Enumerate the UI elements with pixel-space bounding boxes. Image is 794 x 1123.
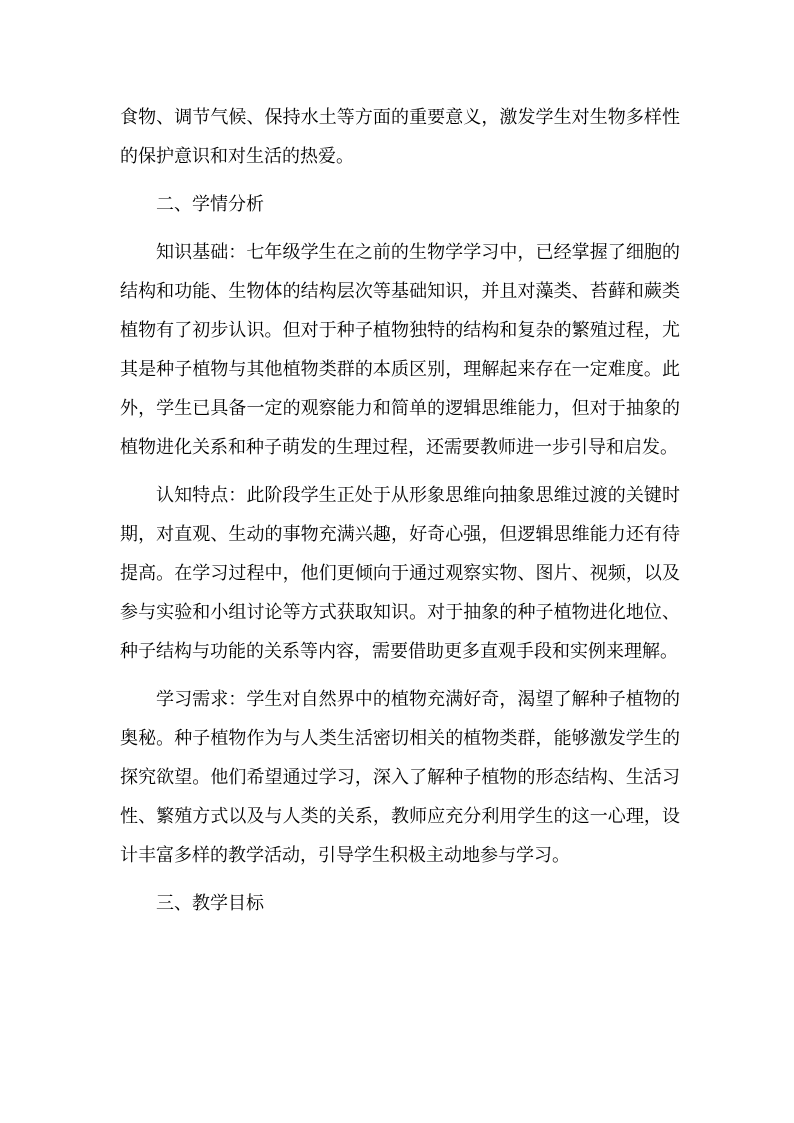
paragraph-continuation: 食物、调节气候、保持水土等方面的重要意义，激发学生对生物多样性的保护意识和对生活的热爱。 <box>120 107 680 167</box>
paragraph-gap <box>120 467 680 476</box>
document-page <box>120 98 680 923</box>
paragraph-learning-needs: 学习需求：学生对自然界中的植物充满好奇，渴望了解种子植物的奥秘。种子植物作为与人类生活密切相关的植物类群，能够激发学生的探究欲望。他们希望通过学习，深入了解种子植物的形态结构、生活习性、繁殖方式以及与人类的关系，教师应充分利用学生的这一心理，设计丰富多样的教学活动，引导学生积极主动地参与学习。 <box>120 689 680 866</box>
paragraph-gap <box>120 875 680 884</box>
paragraph-gap <box>120 224 680 233</box>
paragraph-knowledge-base: 知识基础：七年级学生在之前的生物学学习中，已经掌握了细胞的结构和功能、生物体的结构层次等基础知识，并且对藻类、苔藓和蕨类植物有了初步认识。但对于种子植物独特的结构和复杂的繁殖过程，尤其是种子植物与其他植物类群的本质区别，理解起来存在一定难度。此外，学生已具备一定的观察能力和简单的逻辑思维能力，但对于抽象的植物进化关系和种子萌发的生理过程，还需要教师进一步引导和启发。 <box>120 242 680 458</box>
section-heading-learner-analysis: 二、学情分析 <box>156 194 264 215</box>
paragraph-gap <box>120 176 680 185</box>
paragraph-cognitive-traits: 认知特点：此阶段学生正处于从形象思维向抽象思维过渡的关键时期，对直观、生动的事物充满兴趣，好奇心强，但逻辑思维能力还有待提高。在学习过程中，他们更倾向于通过观察实物、图片、视频，以及参与实验和小组讨论等方式获取知识。对于抽象的种子植物进化地位、种子结构与功能的关系等内容，需要借助更多直观手段和实例来理解。 <box>120 485 680 662</box>
section-heading-teaching-goals: 三、教学目标 <box>156 893 264 914</box>
paragraph-gap <box>120 671 680 680</box>
